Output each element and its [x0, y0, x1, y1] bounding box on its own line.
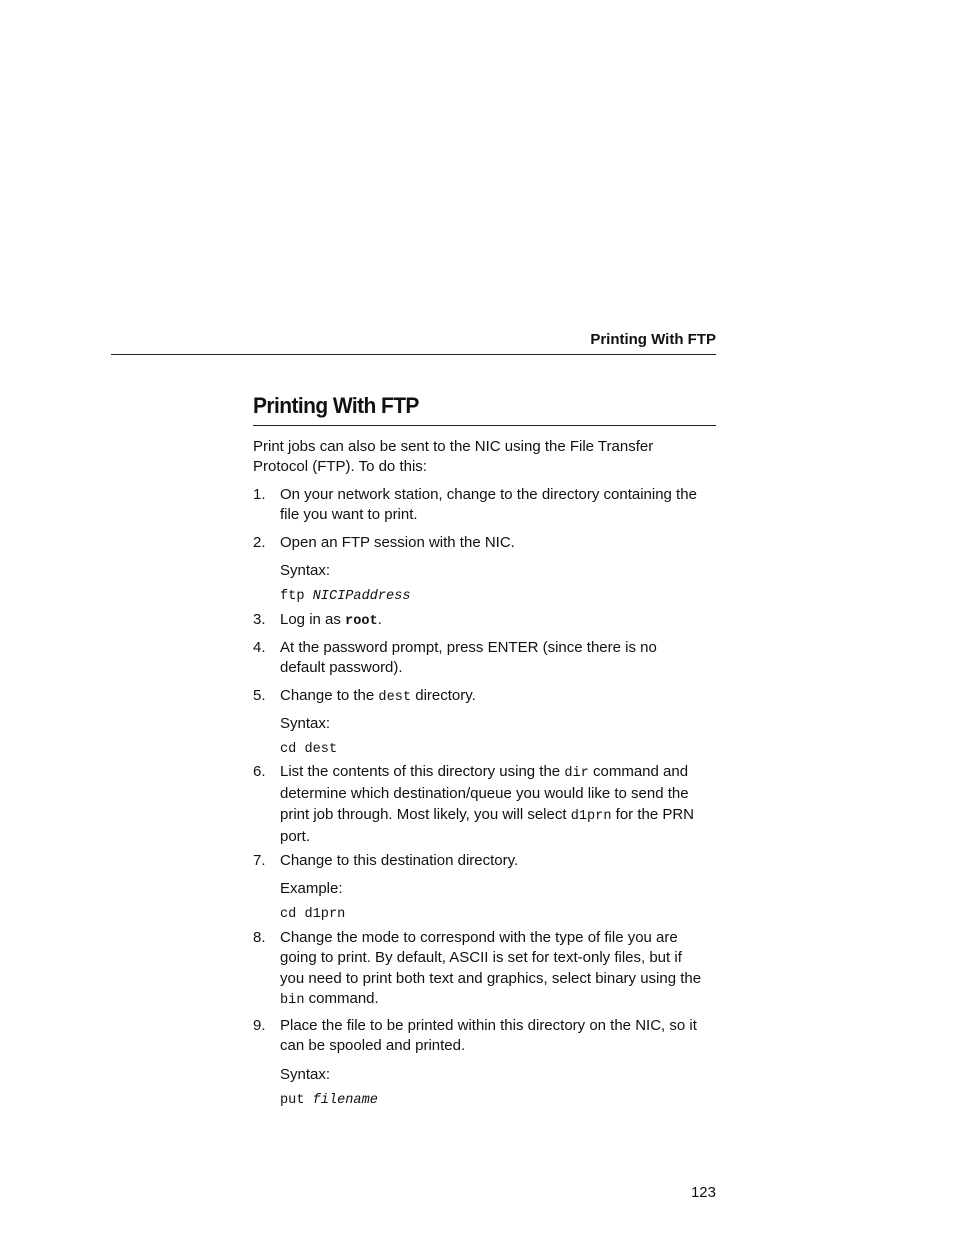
section-title: Printing With FTP	[253, 393, 419, 418]
step-8-text	[280, 928, 718, 1011]
step-1-line-2: file you want to print.	[280, 506, 418, 524]
code-command: ftp	[280, 589, 313, 604]
step-3-number: 3.	[253, 611, 266, 628]
step-9-syntax-label: Syntax:	[280, 1066, 331, 1083]
intro-paragraph	[253, 437, 716, 478]
step-2-number: 2.	[253, 534, 266, 551]
code-argument: filename	[312, 1093, 378, 1108]
step-4-number: 4.	[253, 639, 266, 656]
step-6-line-3-post: for the PRN	[611, 805, 695, 823]
step-6-line-4: port.	[280, 827, 311, 845]
step-8-line-1: Change the mode to correspond with the type of file you are	[280, 929, 678, 946]
step-6-command-d1prn: d1prn	[570, 808, 612, 824]
step-8-line-3: you need to print both text and graphics, select binary using the	[280, 969, 702, 987]
step-8-line-4-post: command.	[304, 989, 379, 1007]
step-9-code	[280, 1091, 378, 1111]
step-4-text	[280, 638, 718, 679]
step-4-line-1: At the password prompt, press ENTER (since there is no	[280, 639, 657, 656]
step-6-text	[280, 762, 718, 847]
page-number: 123	[690, 1184, 716, 1201]
step-3-text	[280, 610, 718, 632]
intro-line-1: Print jobs can also be sent to the NIC using the File Transfer	[253, 438, 654, 455]
title-rule	[253, 425, 716, 426]
step-5-syntax-label: Syntax:	[280, 715, 331, 732]
step-7-code: cd d1prn	[280, 907, 346, 922]
step-6-line-3-pre: print job through. Most likely, you will select	[280, 805, 571, 823]
step-6-line-2: determine which destination/queue you would like to send the	[280, 785, 689, 803]
step-1-text	[280, 485, 718, 526]
step-9-text	[280, 1016, 718, 1057]
step-2-text: Open an FTP session with the NIC.	[280, 534, 515, 551]
step-6-line-1	[280, 762, 718, 784]
step-7-number: 7.	[253, 852, 266, 869]
step-5-command: dest	[378, 690, 412, 705]
step-2-syntax-label: Syntax:	[280, 562, 331, 579]
step-9-number: 9.	[253, 1017, 266, 1034]
step-5-number: 5.	[253, 687, 266, 704]
step-3-post: .	[377, 611, 382, 628]
running-header: Printing With FTP	[590, 331, 716, 348]
intro-line-2: Protocol (FTP). To do this:	[253, 458, 427, 476]
step-6-line-1-pre: List the contents of this directory using the	[280, 763, 565, 780]
code-command: put	[280, 1093, 313, 1108]
step-5-post: directory.	[411, 687, 476, 704]
step-5-code: cd dest	[280, 742, 338, 757]
step-5-text	[280, 686, 718, 708]
step-5-pre: Change to the	[280, 687, 379, 704]
step-7-example-label: Example:	[280, 880, 343, 897]
step-8-number: 8.	[253, 929, 266, 946]
step-9-line-1: Place the file to be printed within this directory on the NIC, so it	[280, 1017, 697, 1034]
step-3-pre: Log in as	[280, 611, 346, 628]
step-1-line-1: On your network station, change to the directory containing the	[280, 486, 697, 503]
step-1-number: 1.	[253, 486, 266, 503]
step-6-command-dir: dir	[564, 766, 589, 781]
step-7-text: Change to this destination directory.	[280, 852, 519, 869]
step-4-line-2: default password).	[280, 659, 403, 677]
step-3-command: root	[345, 614, 378, 629]
step-6-line-1-post: command and	[588, 763, 689, 780]
step-8-line-4	[280, 989, 718, 1011]
step-6-line-3	[280, 805, 718, 827]
step-6-number: 6.	[253, 763, 266, 780]
step-8-line-2: going to print. By default, ASCII is set for text-only files, but if	[280, 949, 682, 967]
step-9-line-2: can be spooled and printed.	[280, 1037, 466, 1055]
header-rule	[111, 354, 716, 355]
step-2-code	[280, 587, 411, 607]
code-argument: NICIPaddress	[312, 589, 411, 604]
step-8-command-bin: bin	[280, 992, 305, 1008]
